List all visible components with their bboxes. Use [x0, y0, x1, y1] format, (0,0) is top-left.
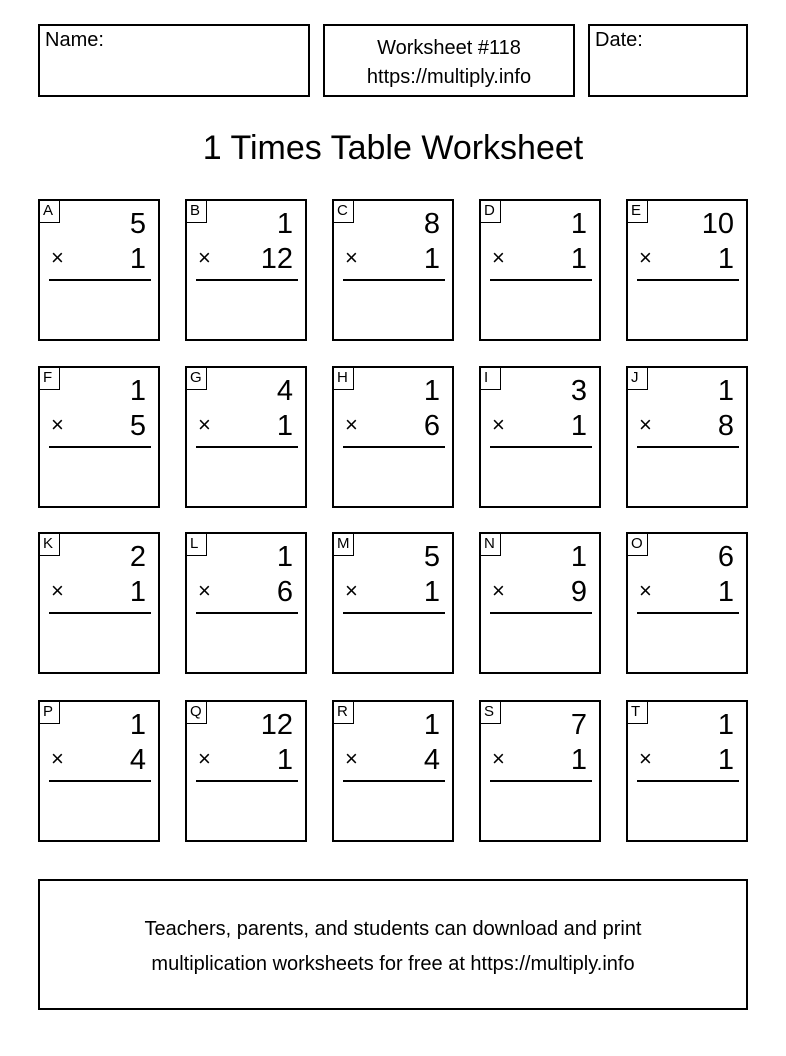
answer-line [490, 446, 592, 448]
problem-card[interactable] [626, 366, 748, 508]
problem-label: J [628, 368, 648, 390]
problem-top-number: 10 [701, 208, 734, 240]
problem-card[interactable] [479, 532, 601, 674]
times-sign: × [345, 412, 358, 437]
times-sign: × [51, 578, 64, 603]
answer-line [637, 446, 739, 448]
problem-bottom-number: 1 [570, 410, 587, 442]
times-sign: × [198, 746, 211, 771]
problem-top-number: 1 [570, 541, 587, 573]
problem-bottom-number: 4 [129, 744, 146, 776]
times-sign: × [492, 578, 505, 603]
problem-top-number: 5 [423, 541, 440, 573]
answer-line [490, 279, 592, 281]
times-sign: × [639, 746, 652, 771]
problem-label: H [334, 368, 354, 390]
answer-line [637, 279, 739, 281]
problem-label: L [187, 534, 207, 556]
problem-top-number: 1 [570, 208, 587, 240]
problem-top-number: 7 [570, 709, 587, 741]
worksheet-info-box [323, 24, 575, 97]
problem-card[interactable] [185, 532, 307, 674]
problem-bottom-number: 9 [570, 576, 587, 608]
worksheet-id: Worksheet #118 [377, 37, 521, 59]
problem-top-number: 5 [129, 208, 146, 240]
date-label: Date: [595, 29, 643, 51]
answer-line [637, 612, 739, 614]
problem-card[interactable] [332, 199, 454, 341]
times-sign: × [345, 245, 358, 270]
problem-label: T [628, 702, 648, 724]
times-sign: × [492, 412, 505, 437]
problem-label: A [40, 201, 60, 223]
problem-card[interactable] [479, 700, 601, 842]
footer-line-2: multiplication worksheets for free at https://multiply.info [151, 953, 635, 975]
answer-line [49, 279, 151, 281]
answer-line [490, 780, 592, 782]
answer-line [196, 279, 298, 281]
name-field-box[interactable] [38, 24, 310, 97]
answer-line [343, 612, 445, 614]
times-sign: × [492, 245, 505, 270]
problem-label: F [40, 368, 60, 390]
problem-card[interactable] [38, 199, 160, 341]
times-sign: × [345, 746, 358, 771]
problem-bottom-number: 1 [129, 243, 146, 275]
problem-bottom-number: 6 [276, 576, 293, 608]
answer-line [196, 780, 298, 782]
answer-line [196, 612, 298, 614]
times-sign: × [198, 578, 211, 603]
problem-top-number: 1 [423, 375, 440, 407]
problem-label: C [334, 201, 354, 223]
problem-card[interactable] [626, 532, 748, 674]
date-field-box[interactable] [588, 24, 748, 97]
answer-line [343, 446, 445, 448]
times-sign: × [198, 412, 211, 437]
problem-top-number: 1 [717, 375, 734, 407]
worksheet-site-url: https://multiply.info [366, 66, 532, 88]
problem-top-number: 1 [129, 375, 146, 407]
problem-label: Q [187, 702, 207, 724]
problem-card[interactable] [626, 199, 748, 341]
problem-label: I [481, 368, 501, 390]
answer-line [490, 612, 592, 614]
problem-bottom-number: 1 [717, 243, 734, 275]
answer-line [49, 612, 151, 614]
problem-top-number: 8 [423, 208, 440, 240]
problem-label: S [481, 702, 501, 724]
problem-label: E [628, 201, 648, 223]
problem-card[interactable] [332, 366, 454, 508]
problem-bottom-number: 1 [276, 410, 293, 442]
answer-line [637, 780, 739, 782]
problem-bottom-number: 4 [423, 744, 440, 776]
problem-label: B [187, 201, 207, 223]
problem-label: M [334, 534, 354, 556]
problem-bottom-number: 1 [276, 744, 293, 776]
times-sign: × [51, 412, 64, 437]
problem-card[interactable] [185, 199, 307, 341]
footer-line-1: Teachers, parents, and students can download and print [144, 918, 642, 940]
problem-card[interactable] [332, 700, 454, 842]
problem-bottom-number: 1 [570, 243, 587, 275]
times-sign: × [51, 245, 64, 270]
times-sign: × [492, 746, 505, 771]
problem-top-number: 6 [717, 541, 734, 573]
problem-card[interactable] [479, 199, 601, 341]
problem-label: K [40, 534, 60, 556]
problem-bottom-number: 1 [129, 576, 146, 608]
problem-bottom-number: 1 [423, 576, 440, 608]
times-sign: × [198, 245, 211, 270]
problem-label: O [628, 534, 648, 556]
problem-label: D [481, 201, 501, 223]
problem-label: N [481, 534, 501, 556]
problem-top-number: 1 [276, 208, 293, 240]
problem-bottom-number: 5 [129, 410, 146, 442]
problem-bottom-number: 1 [717, 744, 734, 776]
answer-line [49, 780, 151, 782]
times-sign: × [345, 578, 358, 603]
problem-card[interactable] [38, 366, 160, 508]
problem-card[interactable] [626, 700, 748, 842]
problem-top-number: 4 [276, 375, 293, 407]
times-sign: × [639, 412, 652, 437]
problem-card[interactable] [38, 532, 160, 674]
problem-top-number: 2 [129, 541, 146, 573]
problem-card[interactable] [479, 366, 601, 508]
footer-box [38, 879, 748, 1010]
problem-bottom-number: 12 [260, 243, 293, 275]
problem-top-number: 1 [129, 709, 146, 741]
times-sign: × [639, 578, 652, 603]
times-sign: × [51, 746, 64, 771]
problem-top-number: 12 [260, 709, 293, 741]
problem-bottom-number: 1 [570, 744, 587, 776]
page-title: 1 Times Table Worksheet [202, 129, 584, 167]
problem-label: G [187, 368, 207, 390]
problem-card[interactable] [185, 366, 307, 508]
problem-card[interactable] [38, 700, 160, 842]
problem-bottom-number: 8 [717, 410, 734, 442]
problem-top-number: 1 [717, 709, 734, 741]
name-label: Name: [45, 29, 104, 51]
answer-line [196, 446, 298, 448]
problem-bottom-number: 1 [717, 576, 734, 608]
problem-label: R [334, 702, 354, 724]
problem-bottom-number: 1 [423, 243, 440, 275]
problem-label: P [40, 702, 60, 724]
times-sign: × [639, 245, 652, 270]
answer-line [49, 446, 151, 448]
problem-top-number: 1 [423, 709, 440, 741]
problem-top-number: 3 [570, 375, 587, 407]
problem-top-number: 1 [276, 541, 293, 573]
answer-line [343, 780, 445, 782]
problem-card[interactable] [332, 532, 454, 674]
answer-line [343, 279, 445, 281]
problem-bottom-number: 6 [423, 410, 440, 442]
problem-card[interactable] [185, 700, 307, 842]
